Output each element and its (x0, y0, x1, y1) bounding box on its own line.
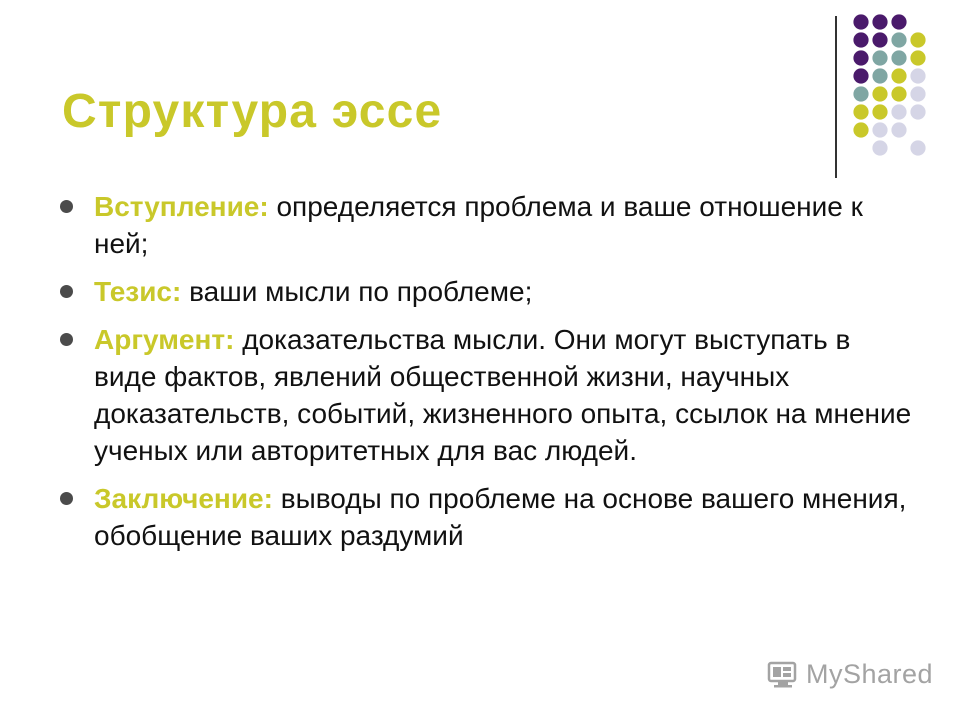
bullet-text: определяется проблема и ваше отношение к ней; (94, 191, 863, 259)
decorative-dot (853, 32, 868, 47)
bullet-term: Аргумент: (94, 324, 235, 355)
watermark-text: MyShared (806, 658, 934, 689)
bullet-text: выводы по проблеме на основе вашего мнения, обобщение ваших раздумий (94, 483, 907, 551)
bullet-marker-icon (60, 492, 73, 505)
decorative-dot (910, 104, 925, 119)
decorative-dot (891, 122, 906, 137)
bullet-marker-icon (60, 285, 73, 298)
decorative-dot (910, 68, 925, 83)
decorative-dot (891, 14, 906, 29)
vertical-divider (835, 16, 837, 178)
decorative-dot (891, 50, 906, 65)
bullet-term: Тезис: (94, 276, 182, 307)
decorative-dot (872, 50, 887, 65)
bullet-marker-icon (60, 333, 73, 346)
decorative-dot (872, 140, 887, 155)
decorative-dot (872, 104, 887, 119)
decorative-dot (891, 32, 906, 47)
decorative-dot (910, 32, 925, 47)
bullet-item-conclusion (0, 480, 960, 554)
bullet-item-argument (0, 321, 960, 469)
decorative-dot (910, 50, 925, 65)
decorative-dot (891, 68, 906, 83)
decorative-dot (891, 86, 906, 101)
bullet-marker-icon (60, 200, 73, 213)
decorative-dot (853, 14, 868, 29)
decorative-dot (853, 122, 868, 137)
decorative-dot (872, 86, 887, 101)
bullet-text: доказательства мысли. Они могут выступать в виде фактов, явлений общественной жизни, научных доказательств, событий, жизненного опыта, ссылок на мнение ученых или авторитетных для вас людей. (94, 324, 912, 466)
decorative-dot (872, 122, 887, 137)
decorative-dot (910, 140, 925, 155)
bullet-item-thesis (0, 273, 960, 310)
decorative-dot (910, 86, 925, 101)
bullet-text: ваши мысли по проблеме; (181, 276, 533, 307)
bullet-item-introduction (0, 188, 960, 262)
decorative-dot (872, 14, 887, 29)
monitor-icon (766, 659, 800, 689)
bullet-list (0, 188, 960, 565)
watermark (766, 656, 933, 692)
decorative-dot (853, 50, 868, 65)
decorative-dot (891, 104, 906, 119)
bullet-term: Заключение: (94, 483, 273, 514)
decorative-dot (853, 68, 868, 83)
bullet-term: Вступление: (94, 191, 269, 222)
decorative-dot (853, 104, 868, 119)
decorative-dot (872, 32, 887, 47)
decorative-dot (872, 68, 887, 83)
slide-title: Структура эссе (62, 85, 443, 138)
decorative-dot (853, 86, 868, 101)
